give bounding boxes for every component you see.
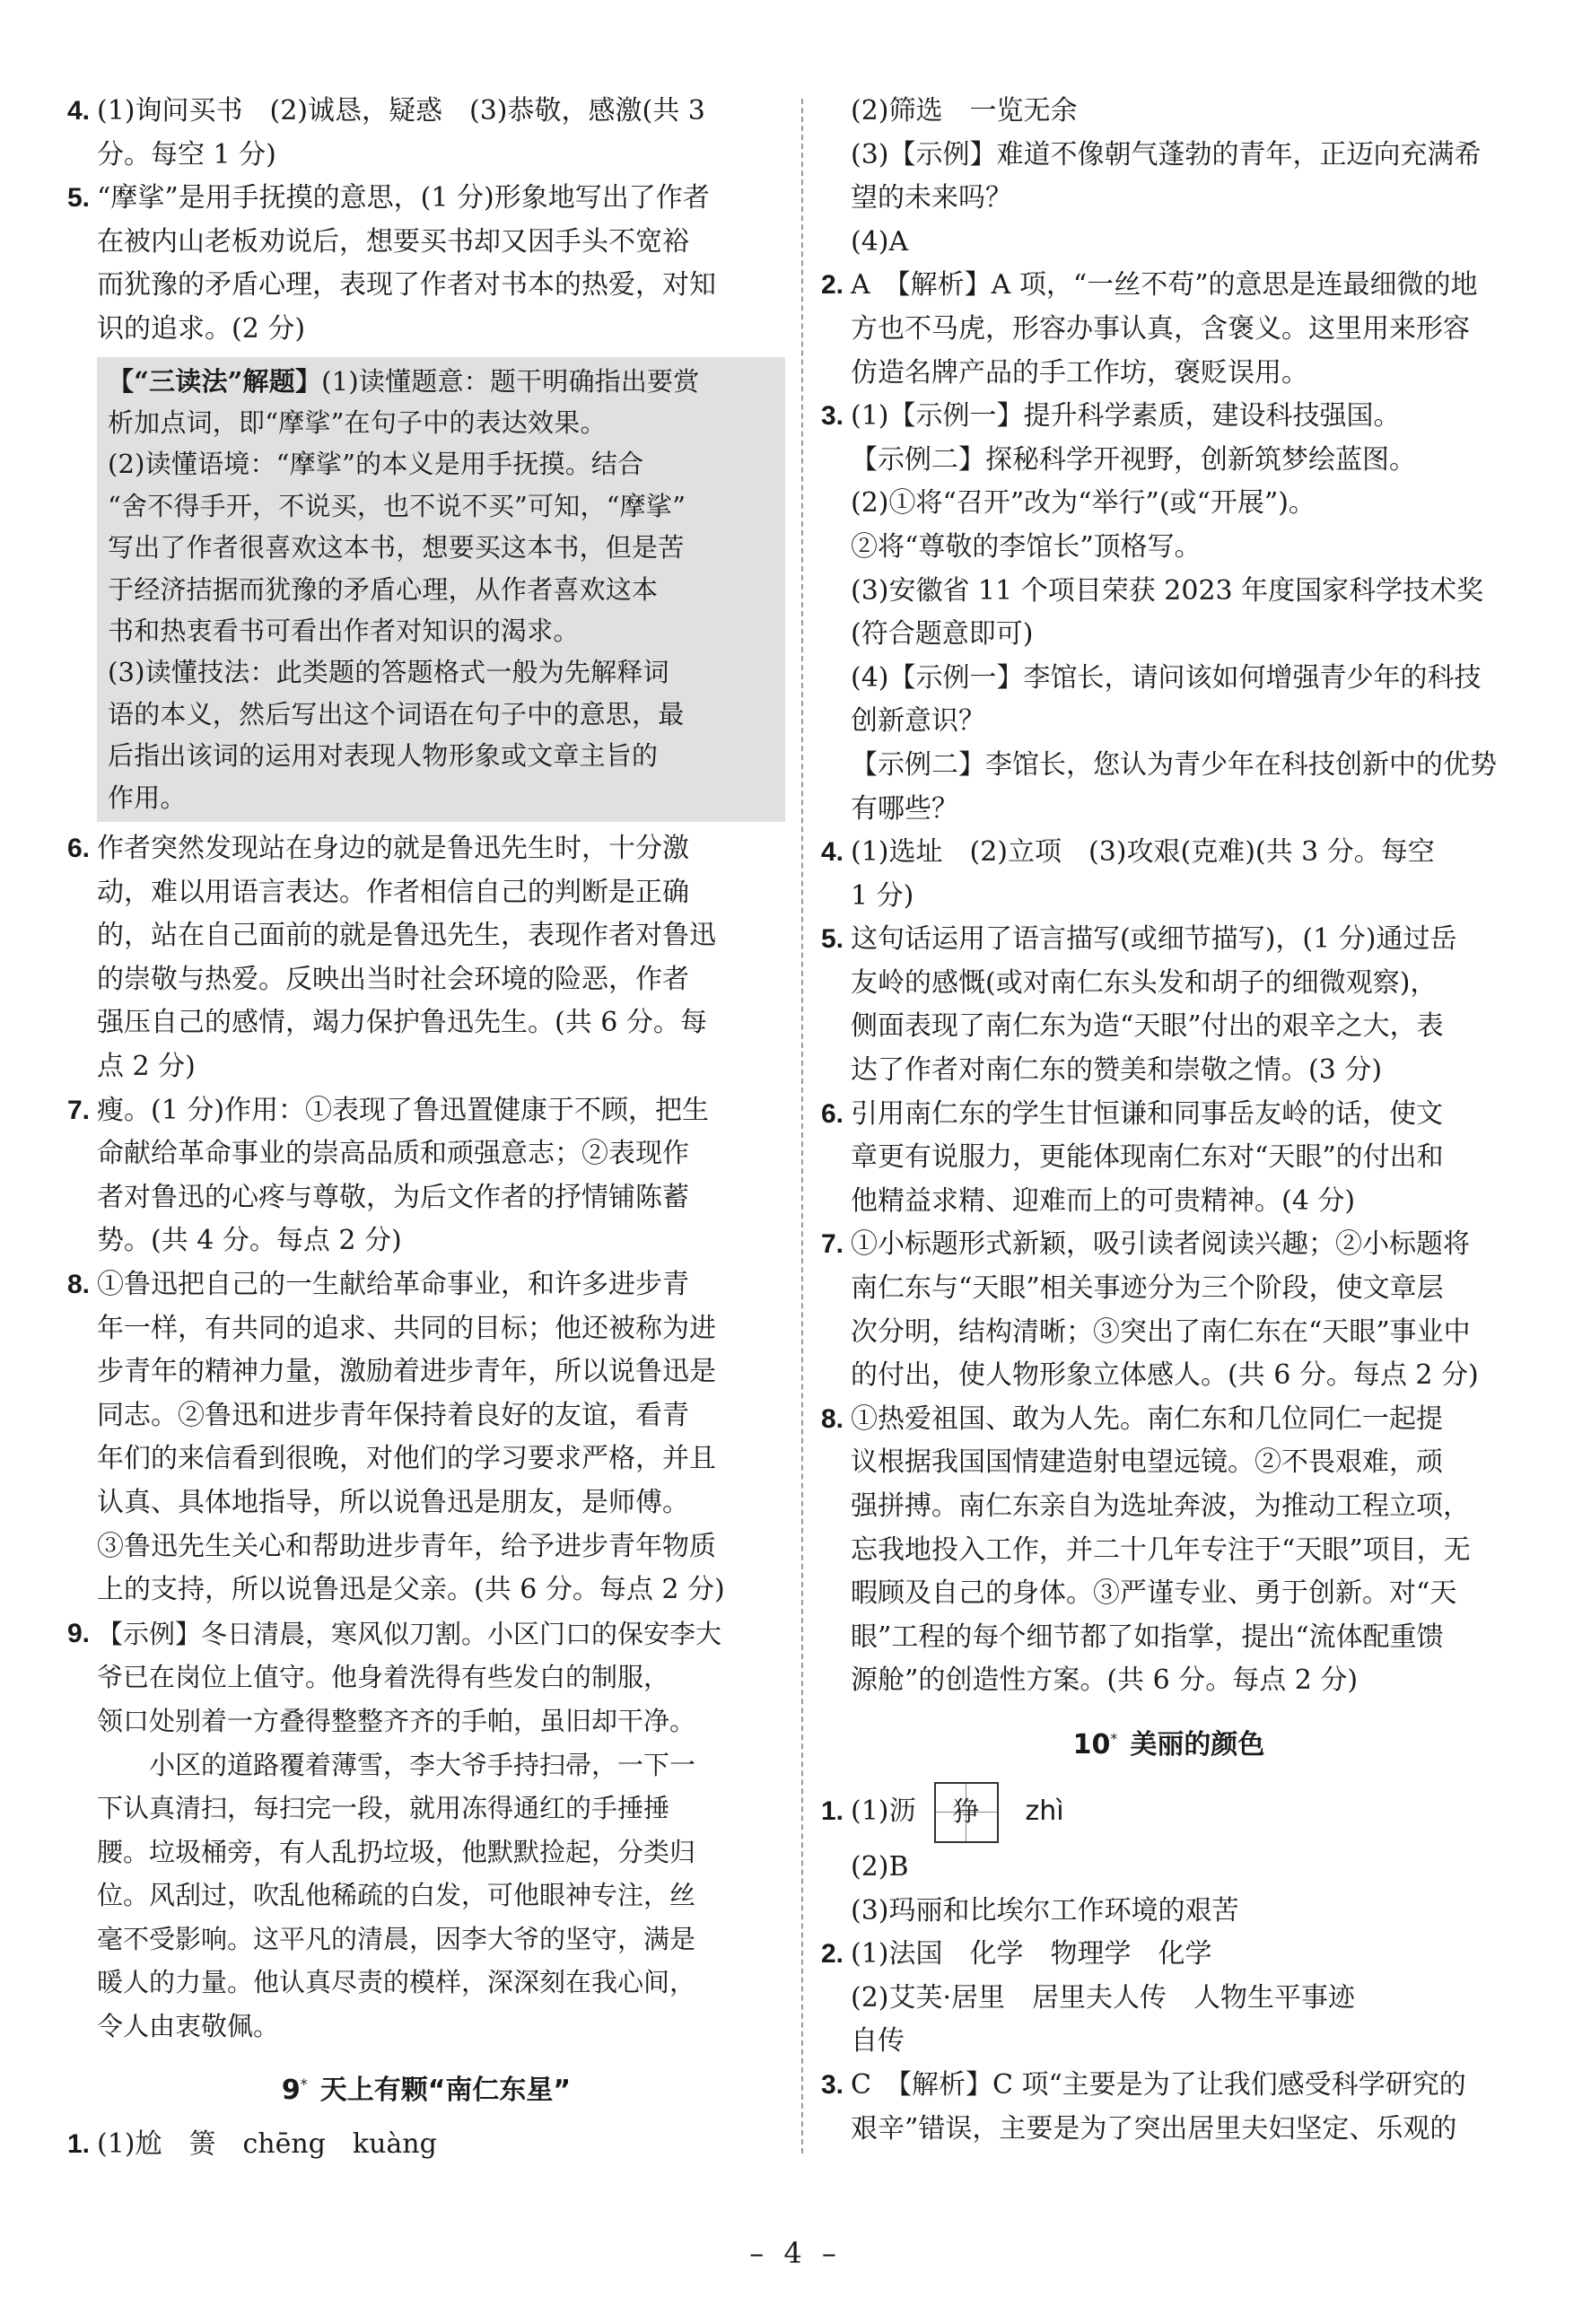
answer-line: 而犹豫的矛盾心理，表现了作者对书本的热爱，对知	[97, 269, 716, 301]
answer-line: 【示例二】李馆长，您认为青少年在科技创新中的优势	[851, 748, 1497, 781]
answer-line: 毫不受影响。这平凡的清晨，因李大爷的坚守，满是	[97, 1923, 696, 1954]
answer-line: 强拼搏。南仁东亲自为选址奔波，为推动工程立项，	[851, 1490, 1470, 1522]
answer-line: 暖人的力量。他认真尽责的模样，深深刻在我心间，	[97, 1967, 696, 1998]
answer-line: 点 2 分)	[97, 1051, 196, 1082]
answer-line: ①小标题形式新颖，吸引读者阅读兴趣；②小标题将	[851, 1228, 1470, 1261]
answer-line: “摩挲”是用手抚摸的意思，(1 分)形象地写出了作者	[97, 182, 710, 214]
explanation-line: 于经济拮据而犹豫的矛盾心理，从作者喜欢这本	[108, 573, 659, 605]
answer-number: 6.	[67, 834, 91, 864]
answer-number: 9.	[67, 1618, 91, 1648]
answer-line: (2)艾芙·居里 居里夫人传 人物生平事迹	[851, 1981, 1356, 2014]
answer-line: 方也不马虎，形容办事认真，含褒义。这里用来形容	[851, 312, 1470, 345]
answer-line: ①鲁迅把自己的一生献给革命事业，和许多进步青	[97, 1268, 689, 1300]
answer-line: 领口处别着一方叠得整整齐齐的手帕，虽旧却干净。	[97, 1705, 696, 1736]
answer-line: 年们的来信看到很晚，对他们的学习要求严格，并且	[97, 1443, 716, 1475]
answer-number: 1.	[821, 1795, 844, 1826]
answer-number: 4.	[821, 837, 844, 868]
asterisk-mark: *	[300, 2075, 308, 2092]
answer-line: (1)尬 箦 chēng kuàng	[97, 2127, 437, 2160]
answer-line: 次分明，结构清晰；③突出了南仁东在“天眼”事业中	[851, 1315, 1471, 1348]
answer-line: 的付出，使人物形象立体感人。(共 6 分。每点 2 分)	[851, 1359, 1479, 1392]
answer-line: 在被内山老板劝说后，想要买书却又因手头不宽裕	[97, 225, 689, 258]
pinyin: zhì	[1025, 1795, 1064, 1827]
answer-line: ①热爱祖国、敢为人先。南仁东和几位同仁一起提	[851, 1402, 1443, 1435]
section10-answer-2	[821, 1933, 1517, 2064]
answer-line: 友岭的感慨(或对南仁东头发和胡子的细微观察)，	[851, 966, 1438, 999]
left-column	[67, 90, 785, 2166]
answer-number: 5.	[821, 924, 844, 955]
answer-line: (2)B	[851, 1850, 909, 1883]
answer-line: (符合题意即可)	[851, 618, 1034, 651]
answer-line: 1 分)	[851, 879, 914, 912]
answer-line: 仿造名牌产品的手工作坊，褒贬误用。	[851, 356, 1308, 389]
answer-line: (4)A	[851, 225, 909, 258]
answer-line: 下认真清扫，每扫完一段，就用冻得通红的手捶捶	[97, 1793, 670, 1824]
section9-answer-1	[67, 2123, 785, 2167]
answer-line: 他精益求精、迎难而上的可贵精神。(4 分)	[851, 1184, 1356, 1217]
section-title-9	[67, 2059, 785, 2116]
answer-number: 8.	[821, 1403, 844, 1434]
answer-line: 上的支持，所以说鲁迅是父亲。(共 6 分。每点 2 分)	[97, 1574, 725, 1606]
answer-3	[821, 395, 1517, 831]
answer-5	[821, 918, 1517, 1092]
page-number: – 4 –	[749, 2236, 842, 2270]
answer-2	[821, 264, 1517, 395]
explanation-line: 写出了作者很喜欢这本书，想要买这本书，但是苦	[108, 532, 685, 564]
answer-number: 8.	[67, 1269, 91, 1299]
answer-line: ②将“尊敬的李馆长”顶格写。	[851, 530, 1202, 563]
answer-line: 爷已在岗位上值守。他身着洗得有些发白的制服，	[97, 1662, 670, 1693]
answer-line: (1)选址 (2)立项 (3)攻艰(克难)(共 3 分。每空	[851, 836, 1435, 869]
answer-line: 望的未来吗？	[851, 182, 1012, 214]
answer-line: 自传	[851, 2025, 905, 2058]
answer-line: 动，难以用语言表达。作者相信自己的判断是正确	[97, 876, 689, 908]
section-title-text: 天上有颗“南仁东星”	[319, 2074, 572, 2106]
answer-line: 【示例二】探秘科学开视野，创新筑梦绘蓝图。	[851, 443, 1416, 476]
answer-4	[821, 831, 1517, 918]
answer-line: (3)【示例】难道不像朝气蓬勃的青年，正迈向充满希	[851, 138, 1482, 170]
explanation-line: 后指出该词的运用对表现人物形象或文章主旨的	[108, 740, 659, 772]
answer-line: (1)沥	[851, 1795, 916, 1827]
answer-line: 艰辛”错误，主要是为了突出居里夫妇坚定、乐观的	[851, 2112, 1457, 2145]
answer-line: 强压自己的感情，竭力保护鲁迅先生。(共 6 分。每	[97, 1007, 707, 1039]
answer-line: 南仁东与“天眼”相关事迹分为三个阶段，使文章层	[851, 1272, 1444, 1305]
answer-line: 的，站在自己面前的就是鲁迅先生，表现作者对鲁迅	[97, 920, 716, 952]
section10-answer-3	[821, 2064, 1517, 2151]
answer-line: 作者突然发现站在身边的就是鲁迅先生时，十分激	[97, 833, 689, 865]
answer-line: A 【解析】A 项，“一丝不苟”的意思是连最细微的地	[851, 269, 1478, 301]
explanation-line: 书和热衷看书可看出作者对知识的渴求。	[108, 616, 580, 646]
answer-9	[67, 1612, 785, 2049]
answer-line: 位。风刮过，吹乱他稀疏的白发，可他眼神专注，丝	[97, 1880, 696, 1911]
answer-line: 势。(共 4 分。每点 2 分)	[97, 1225, 402, 1257]
answer-line: 步青年的精神力量，激励着进步青年，所以说鲁迅是	[97, 1356, 716, 1388]
asterisk-mark: *	[1110, 1729, 1118, 1747]
answer-line: 令人由衷敬佩。	[97, 2011, 280, 2042]
right-column	[821, 90, 1517, 2151]
answer-number: 5.	[67, 183, 91, 214]
answer-number: 2.	[821, 1939, 844, 1970]
answer-number: 3.	[821, 401, 844, 432]
answer-1-continued	[821, 90, 1517, 264]
explanation-line: 作用。	[108, 782, 187, 813]
answer-line: 的崇敬与热爱。反映出当时社会环境的险恶，作者	[97, 963, 689, 995]
answer-number: 2.	[821, 270, 844, 301]
answer-line: 这句话运用了语言描写(或细节描写)，(1 分)通过岳	[851, 923, 1457, 956]
answer-line: (1)法国 化学 物理学 化学	[851, 1938, 1212, 1970]
answer-line: 侧面表现了南仁东为造“天眼”付出的艰辛之大，表	[851, 1010, 1444, 1043]
answer-5	[67, 177, 785, 351]
section10-answer-1	[821, 1778, 1517, 1933]
answer-line: (3)玛丽和比埃尔工作环境的艰苦	[851, 1894, 1239, 1926]
answer-line: 命献给革命事业的崇高品质和顽强意志；②表现作	[97, 1138, 689, 1170]
answer-line: 眼”工程的每个细节都了如指掌，提出“流体配重馈	[851, 1621, 1444, 1653]
answer-line: 腰。垃圾桶旁，有人乱扔垃圾，他默默捡起，分类归	[97, 1836, 696, 1867]
answer-line: 识的追求。(2 分)	[97, 312, 306, 345]
answer-line: (4)【示例一】李馆长，请问该如何增强青少年的科技	[851, 661, 1482, 694]
answer-7	[821, 1223, 1517, 1397]
answer-line: 源舱”的创造性方案。(共 6 分。每点 2 分)	[851, 1664, 1359, 1697]
answer-6	[67, 827, 785, 1089]
answer-line: (1)询问买书 (2)诚恳，疑惑 (3)恭敬，感激(共 3	[97, 95, 705, 127]
answer-line: (3)安徽省 11 个项目荣获 2023 年度国家科学技术奖	[851, 574, 1484, 607]
answer-line: 章更有说服力，更能体现南仁东对“天眼”的付出和	[851, 1141, 1444, 1174]
answer-8	[821, 1398, 1517, 1703]
answer-line: 分。每空 1 分)	[97, 138, 276, 170]
explanation-line: (3)读懂技法：此类题的答题格式一般为先解释词	[108, 657, 669, 688]
answer-line: 同志。②鲁迅和进步青年保持着良好的友谊，看青	[97, 1399, 689, 1431]
section-number: 10	[1072, 1728, 1111, 1760]
answer-line: (1)【示例一】提升科学素质，建设科技强国。	[851, 400, 1401, 432]
answer-4	[67, 90, 785, 177]
explanation-heading: 【“三读法”解题】	[108, 365, 322, 397]
answer-line: C 【解析】C 项“主要是为了让我们感受科学研究的	[851, 2068, 1466, 2101]
answer-line: 达了作者对南仁东的赞美和崇敬之情。(3 分)	[851, 1054, 1383, 1087]
answer-number: 3.	[821, 2069, 844, 2100]
answer-7	[67, 1089, 785, 1263]
answer-line: 有哪些？	[851, 792, 958, 825]
answer-number: 7.	[821, 1229, 844, 1260]
answer-line: 忘我地投入工作，并二十几年专注于“天眼”项目，无	[851, 1533, 1471, 1566]
explanation-line: (2)读懂语境：“摩挲”的本义是用手抚摸。结合	[108, 449, 644, 480]
section-title-text: 美丽的颜色	[1130, 1728, 1265, 1760]
answer-number: 4.	[67, 96, 91, 126]
explanation-line: 析加点词，即“摩挲”在句子中的表达效果。	[108, 406, 607, 438]
tianzige-char-box: 狰	[934, 1782, 999, 1843]
column-divider	[801, 99, 803, 2154]
answer-line: 议根据我国国情建造射电望远镜。②不畏艰难，顽	[851, 1446, 1443, 1479]
answer-number: 7.	[67, 1095, 91, 1125]
answer-number: 6.	[821, 1098, 844, 1129]
answer-line: 者对鲁迅的心疼与尊敬，为后文作者的抒情铺陈蓄	[97, 1181, 689, 1213]
answer-line: 【示例】冬日清晨，寒风似刀割。小区门口的保安李大	[97, 1618, 722, 1649]
section-title-10	[821, 1714, 1517, 1770]
answer-line: (2)筛选 一览无余	[851, 95, 1078, 127]
explanation-line: (1)读懂题意：题干明确指出要赏	[321, 365, 700, 397]
answer-line: 认真、具体地指导，所以说鲁迅是朋友，是师傅。	[97, 1486, 689, 1518]
answer-number: 1.	[67, 2128, 91, 2159]
answer-6	[821, 1093, 1517, 1224]
answer-line: ③鲁迅先生关心和帮助进步青年，给予进步青年物质	[97, 1530, 716, 1562]
explanation-line: “舍不得手开，不说买，也不说不买”可知，“摩挲”	[108, 490, 686, 521]
answer-line: 创新意识？	[851, 705, 985, 738]
answer-8	[67, 1263, 785, 1612]
answer-line: 暇顾及自己的身体。③严谨专业、勇于创新。对“天	[851, 1577, 1457, 1610]
explanation-line: 语的本义，然后写出这个词语在句子中的意思，最	[108, 698, 685, 730]
answer-line: 引用南仁东的学生甘恒谦和同事岳友岭的话，使文	[851, 1097, 1443, 1130]
explanation-box	[97, 357, 785, 822]
answer-line: (2)①将“召开”改为“举行”(或“开展”)。	[851, 487, 1316, 520]
answer-line: 年一样，有共同的追求、共同的目标；他还被称为进	[97, 1312, 716, 1344]
answer-line: 瘦。(1 分)作用：①表现了鲁迅置健康于不顾，把生	[97, 1094, 710, 1126]
answer-line: 小区的道路覆着薄雪，李大爷手持扫帚，一下一	[97, 1749, 696, 1780]
section-number: 9	[281, 2074, 301, 2106]
